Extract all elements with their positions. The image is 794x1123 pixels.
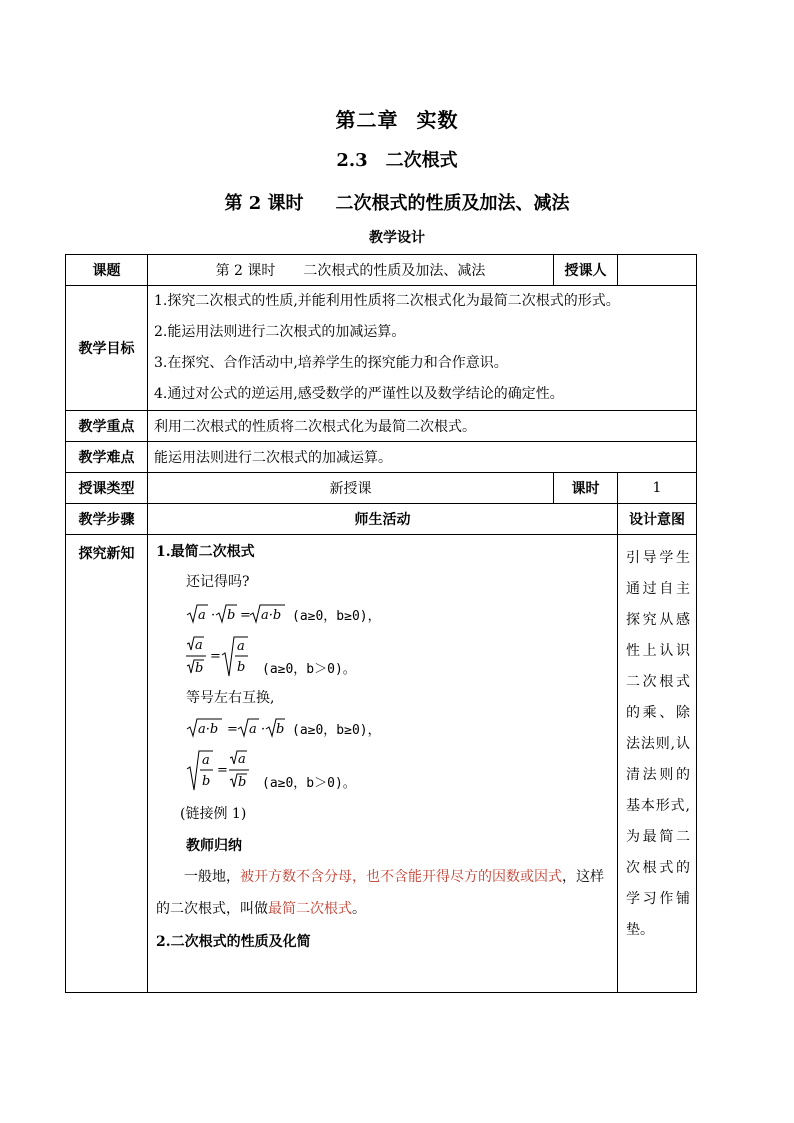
svg-text:a·b: a·b xyxy=(198,722,219,737)
hours-value: 1 xyxy=(618,473,697,504)
link-example: (链接例 1) xyxy=(180,806,247,822)
row-topic xyxy=(66,255,697,286)
svg-text:a: a xyxy=(238,752,246,767)
label-class-type: 授课类型 xyxy=(66,473,148,504)
svg-text:=: = xyxy=(210,649,221,664)
lesson-plan-table xyxy=(65,254,697,993)
label-key-point: 教学重点 xyxy=(66,411,148,442)
row-difficulty xyxy=(66,442,697,473)
formula-product-svg xyxy=(186,603,286,625)
svg-text:a: a xyxy=(202,753,210,768)
formula-quotient-svg xyxy=(186,635,256,679)
definition-prefix: 一般地， xyxy=(184,869,240,885)
formula-quotient-reverse-svg xyxy=(186,749,256,793)
svg-text:b: b xyxy=(227,608,236,623)
doc-type: 教学设计 xyxy=(369,230,425,246)
row-key-point xyxy=(66,411,697,442)
activity-content xyxy=(148,535,618,993)
definition-end: 。 xyxy=(352,901,366,917)
svg-text:b: b xyxy=(195,661,204,676)
svg-text:a: a xyxy=(198,608,206,623)
heading-properties: 2.二次根式的性质及化简 xyxy=(156,934,311,950)
label-teacher: 授课人 xyxy=(554,255,618,286)
goal-item: 3.在探究、合作活动中,培养学生的探究能力和合作意识。 xyxy=(154,355,508,371)
formula-product-reverse-svg xyxy=(186,717,286,739)
label-hours: 课时 xyxy=(554,473,618,504)
formula-product-condition: (a≥0，b≥0)， xyxy=(292,608,381,624)
svg-text:=: = xyxy=(227,722,238,737)
formula-product xyxy=(156,601,609,627)
swap-text: 等号左右互换, xyxy=(186,690,275,706)
definition-term: 最简二次根式 xyxy=(268,901,352,917)
row-column-head xyxy=(66,504,697,535)
heading-simplest-radical: 1.最简二次根式 xyxy=(156,544,255,560)
svg-text:b: b xyxy=(276,722,285,737)
teacher-value xyxy=(618,255,697,286)
goal-item: 2.能运用法则进行二次根式的加减运算。 xyxy=(154,324,406,340)
topic-value: 第 2 课时 二次根式的性质及加法、减法 xyxy=(148,255,554,286)
key-point-value: 利用二次根式的性质将二次根式化为最简二次根式。 xyxy=(148,411,697,442)
design-intent: 引导学生通过自主探究从感性上认识二次根式的乘、除法法则,认清法则的基本形式,为最简二次根式的学习作铺垫。 xyxy=(618,535,697,993)
svg-text:·: · xyxy=(261,722,266,737)
svg-text:b: b xyxy=(238,775,247,790)
class-type-value: 新授课 xyxy=(148,473,554,504)
definition-paragraph xyxy=(156,861,609,925)
definition-middle: ，这样的二次根式，叫做 xyxy=(156,869,604,917)
svg-text:a: a xyxy=(195,638,203,653)
head-steps: 教学步骤 xyxy=(66,504,148,535)
label-difficulty: 教学难点 xyxy=(66,442,148,473)
teacher-summary-heading: 教师归纳 xyxy=(186,838,242,854)
goal-item: 1.探究二次根式的性质,并能利用性质将二次根式化为最简二次根式的形式。 xyxy=(154,293,620,309)
label-topic: 课题 xyxy=(66,255,148,286)
section-title: 2.3 二次根式 xyxy=(336,150,458,171)
head-intent: 设计意图 xyxy=(618,504,697,535)
label-explore: 探究新知 xyxy=(66,535,148,993)
formula-quotient-reverse-condition: (a≥0，b＞0)。 xyxy=(262,776,356,791)
svg-text:a: a xyxy=(249,722,257,737)
recall-text: 还记得吗? xyxy=(186,574,250,590)
row-class-type xyxy=(66,473,697,504)
formula-product-reverse xyxy=(156,715,609,741)
svg-text:b: b xyxy=(202,774,211,789)
definition-condition: 被开方数不含分母，也不含能开得尽方的因数或因式 xyxy=(240,869,562,885)
formula-quotient-condition: (a≥0，b＞0)。 xyxy=(262,662,356,677)
difficulty-value: 能运用法则进行二次根式的加减运算。 xyxy=(148,442,697,473)
goal-item: 4.通过对公式的逆运用,感受数学的严谨性以及数学结论的确定性。 xyxy=(154,386,564,402)
svg-text:a·b: a·b xyxy=(261,608,282,623)
svg-text:=: = xyxy=(217,763,228,778)
goals-list xyxy=(148,286,697,411)
formula-product-reverse-condition: (a≥0，b≥0)， xyxy=(292,722,381,738)
svg-text:=: = xyxy=(240,608,251,623)
svg-text:a: a xyxy=(237,639,245,654)
formula-quotient-reverse xyxy=(156,749,609,793)
svg-text:b: b xyxy=(237,660,246,675)
chapter-title: 第二章 实数 xyxy=(335,108,459,132)
row-explore xyxy=(66,535,697,993)
row-goals xyxy=(66,286,697,411)
svg-text:·: · xyxy=(211,608,216,623)
head-activity: 师生活动 xyxy=(148,504,618,535)
formula-quotient xyxy=(156,635,609,679)
lesson-title: 第 2 课时 二次根式的性质及加法、减法 xyxy=(224,193,570,214)
label-goals: 教学目标 xyxy=(66,286,148,411)
